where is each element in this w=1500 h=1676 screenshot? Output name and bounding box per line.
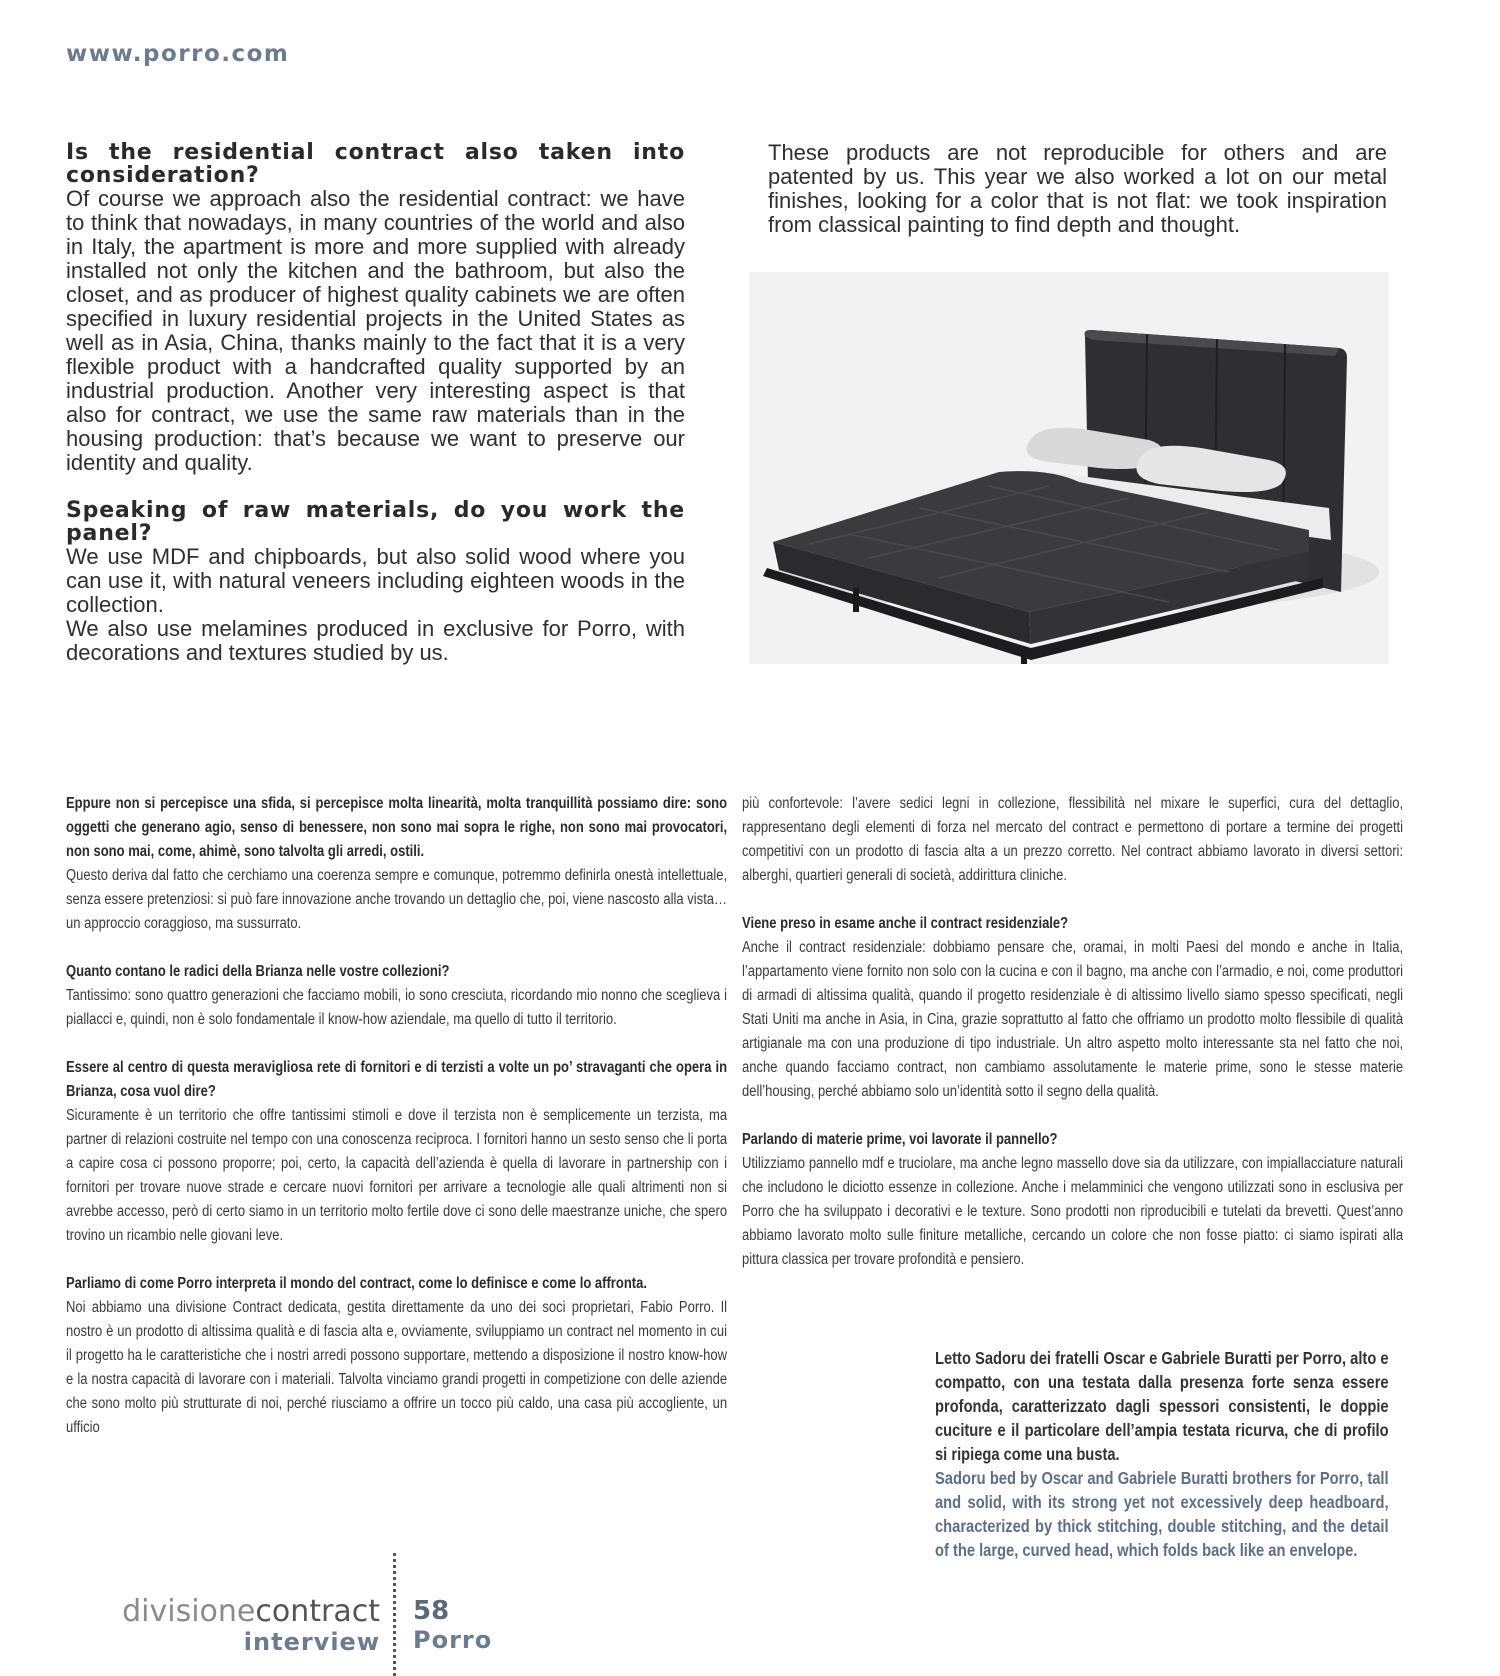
question-heading: Eppure non si percepisce una sfida, si percepisce molta linearità, molta tranquillità possiamo dire: sono oggetti che generano agio, senso di benessere, non sono mai sopra le righe, non sono mai provocatori, non sono mai, come, ahimè, sono talvolta gli arredi, ostili.: [66, 795, 728, 860]
site-url[interactable]: www.porro.com: [66, 41, 290, 67]
question-heading: Speaking of raw materials, do you work the panel?: [66, 498, 685, 546]
question-heading: Quanto contano le radici della Brianza nelle vostre collezioni?: [66, 963, 450, 980]
brand-name: Porro: [413, 1626, 493, 1654]
section-title-light: divisione: [122, 1594, 256, 1629]
answer-paragraph: Anche il contract residenziale: dobbiamo pensare che, oramai, in molti Paesi del mondo e anche in Italia, l’appartamento viene fornito non solo con la cucina e con il bagno, ma anche con l’armadio, e noi, come produttori di armadi di altissima qualità, quando il progetto residenziale è di altissimo livello siamo spesso specificati, negli Stati Uniti ma anche in Asia, in Cina, grazie soprattutto al fatto che offriamo un prodotto molto flessibile di qualità artigianale ma con una produzione di tipo industriale. Un altro aspetto molto interessante sta nel fatto che noi, anche quando facciamo contract, non cambiamo assolutamente le materie prime, sono le stesse materie dell’housing, perché abbiamo solo un’identità sotto il segno della qualità.: [742, 939, 1404, 1100]
answer-paragraph: We use MDF and chipboards, but also solid wood where you can use it, with natural veneers including eighteen woods in the collection.: [66, 544, 685, 617]
question-heading: Is the residential contract also taken into consideration?: [66, 140, 685, 188]
paragraph-spacer: [66, 1248, 727, 1272]
paragraph-spacer: [66, 936, 727, 960]
subsection-title: interview: [243, 1628, 380, 1656]
paragraph-spacer: [66, 1032, 727, 1056]
caption-english: Sadoru bed by Oscar and Gabriele Buratti brothers for Porro, tall and solid, with its strong yet not excessively deep headboard, characterized by thick stitching, double stitching, and the detail of the large, curved head, which folds back like an envelope.: [935, 1468, 1389, 1560]
paragraph-spacer: [66, 475, 685, 499]
answer-paragraph: più confortevole: l’avere sedici legni in collezione, flessibilità nel mixare le superfici, cura del dettaglio, rappresentano degli elementi di forza nel mercato del contract e permettono di portare a termine dei progetti competitivi con un prodotto di fascia alta a un prezzo corretto. Nel contract abbiamo lavorato in diversi settori: alberghi, quartieri generali di società, addirittura cliniche.: [742, 795, 1404, 884]
answer-paragraph: Tantissimo: sono quattro generazioni che facciamo mobili, io sono cresciuta, ricordando mio nonno che sceglieva i piallacci e, quindi, non è solo fondamentale il know-how aziendale, ma quello di tutto il territorio.: [66, 987, 728, 1028]
answer-paragraph: Noi abbiamo una divisione Contract dedicata, gestita direttamente da uno dei soci proprietari, Fabio Porro. Il nostro è un prodotto di altissima qualità e di fascia alta e, ovviamente, sviluppiamo un contract nel momento in cui il progetto ha le caratteristiche che i nostri arredi possono supportare, mettendo a disposizione il nostro know-how e la nostra capacità di lavorare con i materiali. Talvolta vinciamo grandi progetti in competizione con delle aziende che sono molto più strutturate di noi, perché riusciamo a offrire un tocco più caldo, una casa più accogliente, un ufficio: [66, 1299, 728, 1436]
answer-paragraph: We also use melamines produced in exclusive for Porro, with decorations and textures studied by us.: [66, 616, 685, 665]
sadoru-bed-image: [749, 272, 1389, 664]
question-heading: Parlando di materie prime, voi lavorate il pannello?: [742, 1131, 1058, 1148]
italian-column-left: [66, 792, 727, 1440]
answer-paragraph: Questo deriva dal fatto che cerchiamo una coerenza sempre e comunque, potremmo definirla onestà intellettuale, senza essere pretenziosi: si può fare innovazione anche trovando un dettaglio che, poi, viene nascosto alla vista… un approccio coraggioso, ma sussurrato.: [66, 867, 728, 932]
bed-photo: [749, 272, 1389, 664]
english-column-right: [768, 141, 1387, 237]
paragraph-spacer: [742, 1104, 1403, 1128]
english-column-left: [66, 141, 685, 665]
answer-paragraph: These products are not reproducible for others and are patented by us. This year we also worked a lot on our metal finishes, looking for a color that is not flat: we took inspiration from classical painting to find depth and thought.: [768, 140, 1387, 237]
question-heading: Parliamo di come Porro interpreta il mondo del contract, come lo definisce e come lo affronta.: [66, 1275, 647, 1292]
section-title: [122, 1596, 380, 1628]
footer-dotted-divider: [393, 1553, 396, 1676]
italian-column-right: [742, 792, 1403, 1272]
photo-caption: [935, 1346, 1389, 1562]
caption-italian: Letto Sadoru dei fratelli Oscar e Gabriele Buratti per Porro, alto e compatto, con una testata dalla presenza forte senza essere profonda, caratterizzato dagli spessori consistenti, le doppie cuciture e il particolare dell’ampia testata ricurva, che di profilo si ripiega come una busta.: [935, 1348, 1389, 1464]
answer-paragraph: Of course we approach also the residential contract: we have to think that nowadays, in many countries of the world and also in Italy, the apartment is more and more supplied with already installed not only the kitchen and the bathroom, but also the closet, and as producer of highest quality cabinets we are often specified in luxury residential projects in the United States as well as in Asia, China, thanks mainly to the fact that it is a very flexible product with a handcrafted quality supported by an industrial production. Another very interesting aspect is that also for contract, we use the same raw materials than in the housing production: that’s because we want to preserve our identity and quality.: [66, 186, 685, 475]
page-number: 58: [413, 1596, 450, 1626]
question-heading: Viene preso in esame anche il contract residenziale?: [742, 915, 1069, 932]
question-heading: Essere al centro di questa meravigliosa rete di fornitori e di terzisti a volte un po’ stravaganti che opera in Brianza, cosa vuol dire?: [66, 1059, 728, 1100]
footer-page-info: [413, 1596, 492, 1654]
answer-paragraph: Sicuramente è un territorio che offre tantissimi stimoli e dove il terzista non è semplicemente un terzista, ma partner di relazioni costruite nel tempo con una conoscenza reciproca. I fornitori hanno un sesto senso che li porta a capire cosa ci possono proporre; poi, certo, la capacità dell’azienda è quella di lavorare in partnership con i fornitori per trovare nuove strade e cercare nuovi fornitori per arrivare a tecnologie alle quali altrimenti non si avrebbe accesso, però di certo siamo in un territorio molto fertile dove ci sono delle maestranze uniche, che spero trovino un ricambio nelle giovani leve.: [66, 1107, 728, 1244]
paragraph-spacer: [742, 888, 1403, 912]
section-title-strong: contract: [255, 1594, 380, 1629]
answer-paragraph: Utilizziamo pannello mdf e truciolare, ma anche legno massello dove sia da utilizzare, con impiallacciature naturali che includono le diciotto essenze in collezione. Anche i melamminici che vengono utilizzati sono in esclusiva per Porro che ha sviluppato i decorativi e le texture. Sono prodotti non riproducibili e tutelati da brevetti. Quest’anno abbiamo lavorato molto sulle finiture metalliche, cercando un colore che non fosse piatto: ci siamo ispirati alla pittura classica per trovare profondità e pensiero.: [742, 1155, 1404, 1268]
footer-section: [122, 1596, 380, 1656]
